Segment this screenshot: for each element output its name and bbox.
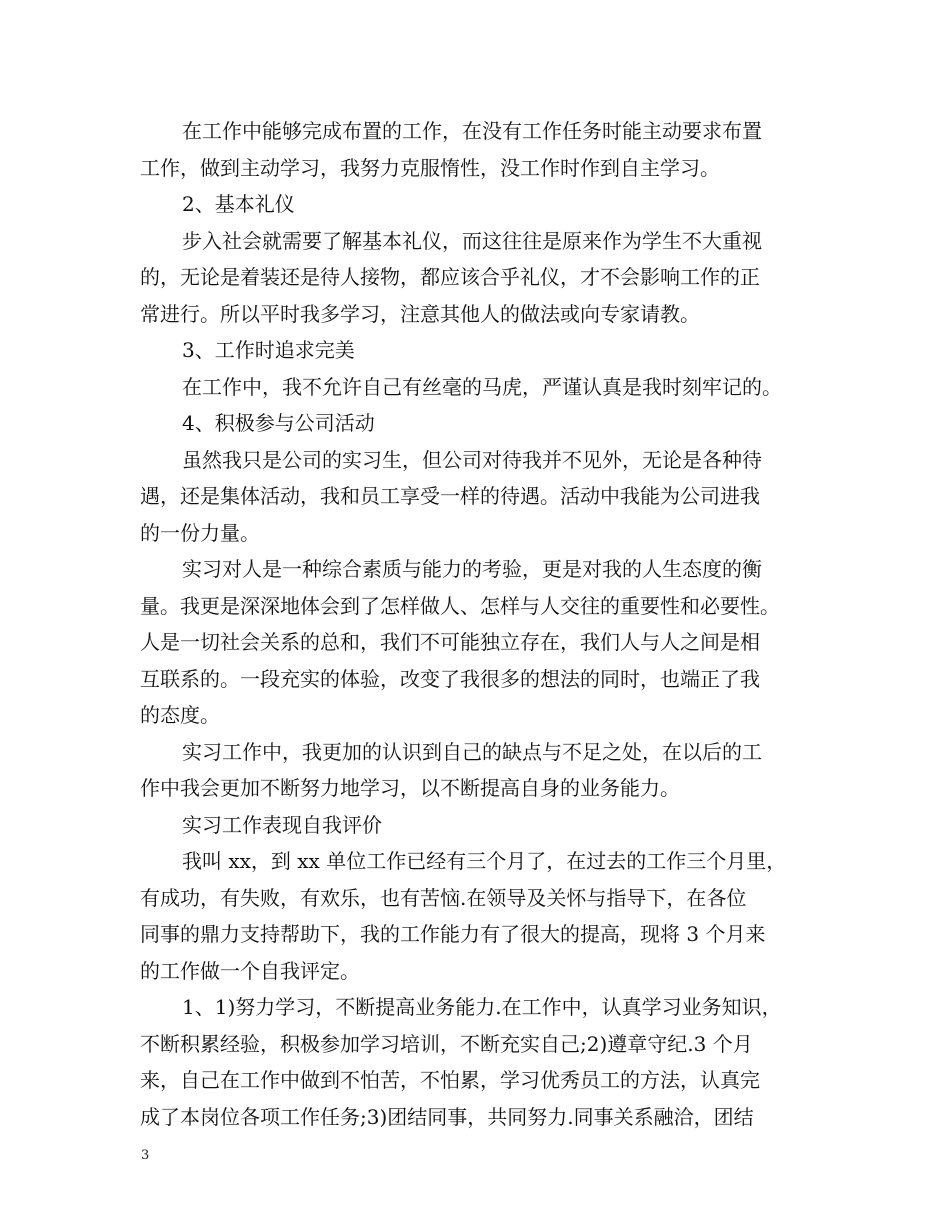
- page-number: 3: [141, 1148, 150, 1163]
- paragraph-line: 工作，做到主动学习，我努力克服惰性，没工作时作到自主学习。: [140, 155, 720, 180]
- paragraph-line: 遇，还是集体活动，我和员工享受一样的待遇。活动中我能为公司进我: [140, 484, 760, 508]
- section-heading: 2、基本礼仪: [182, 192, 295, 216]
- paragraph-line: 作中我会更加不断努力地学习，以不断提高自身的业务能力。: [140, 776, 680, 800]
- paragraph-line: 量。我更是深深地体会到了怎样做人、怎样与人交往的重要性和必要性。: [140, 593, 780, 618]
- paragraph-line: 在工作中，我不允许自己有丝毫的马虎，严谨认真是我时刻牢记的。: [182, 374, 782, 399]
- paragraph-line: 我叫 xx，到 xx 单位工作已经有三个月了，在过去的工作三个月里，: [182, 849, 787, 873]
- paragraph-line: 的工作做一个自我评定。: [140, 958, 360, 983]
- section-heading: 4、积极参与公司活动: [182, 411, 375, 435]
- paragraph-line: 有成功，有失败，有欢乐，也有苦恼.在领导及关怀与指导下，在各位: [140, 885, 747, 910]
- paragraph-line: 成了本岗位各项工作任务;3)团结同事，共同努力.同事关系融洽，团结: [140, 1104, 754, 1129]
- paragraph-line: 实习工作中，我更加的认识到自己的缺点与不足之处，在以后的工: [182, 739, 762, 764]
- paragraph-line: 实习对人是一种综合素质与能力的考验，更是对我的人生态度的衡: [182, 557, 762, 581]
- paragraph-line: 1、1)努力学习，不断提高业务能力.在工作中，认真学习业务知识，: [182, 995, 782, 1019]
- paragraph-line: 的一份力量。: [140, 520, 260, 545]
- section-heading: 实习工作表现自我评价: [182, 812, 382, 837]
- paragraph-line: 互联系的。一段充实的体验，改变了我很多的想法的同时，也端正了我: [140, 666, 760, 691]
- paragraph-line: 在工作中能够完成布置的工作，在没有工作任务时能主动要求布置: [182, 119, 762, 143]
- document-body: [140, 113, 830, 1135]
- paragraph-line: 来，自己在工作中做到不怕苦，不怕累，学习优秀员工的方法，认真完: [140, 1068, 760, 1092]
- paragraph-line: 不断积累经验，积极参加学习培训，不断充实自己;2)遵章守纪.3 个月: [140, 1031, 753, 1056]
- paragraph-line: 同事的鼎力支持帮助下，我的工作能力有了很大的提高，现将 3 个月来: [140, 922, 766, 946]
- paragraph-line: 步入社会就需要了解基本礼仪，而这往往是原来作为学生不大重视: [182, 228, 762, 253]
- paragraph-line: 的，无论是着装还是待人接物，都应该合乎礼仪，才不会影响工作的正: [140, 265, 760, 289]
- paragraph-line: 虽然我只是公司的实习生，但公司对待我并不见外，无论是各种待: [182, 447, 762, 472]
- section-heading: 3、工作时追求完美: [182, 338, 355, 362]
- paragraph-line: 的态度。: [140, 703, 220, 727]
- paragraph-line: 常进行。所以平时我多学习，注意其他人的做法或向专家请教。: [140, 301, 700, 326]
- paragraph-line: 人是一切社会关系的总和，我们不可能独立存在，我们人与人之间是相: [140, 630, 760, 654]
